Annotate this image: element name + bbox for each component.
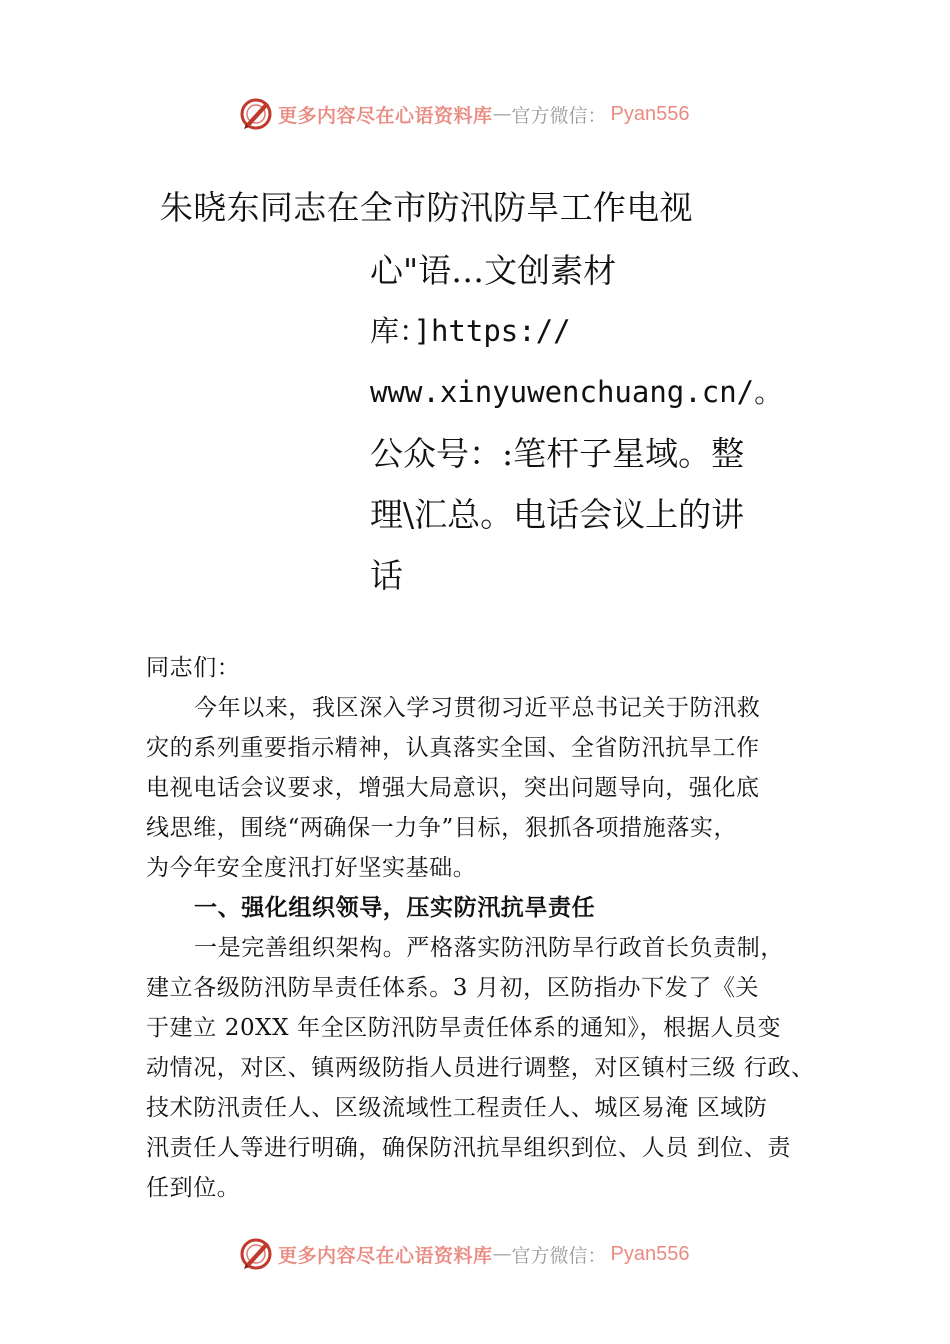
- document-title-line-3: 库：]https://: [370, 314, 571, 348]
- banner-main-text: 更多内容尽在心语资料库: [278, 1244, 493, 1267]
- paragraph-line: 汛责任人等进行明确，确保防汛抗旱组织到位、人员 到位、责: [146, 1135, 792, 1161]
- banner-separator: —: [492, 103, 512, 125]
- salutation: 同志们：: [146, 655, 241, 681]
- banner-wechat-label: 官方微信：: [511, 1244, 607, 1267]
- document-title-line-7: 话: [370, 556, 403, 595]
- footer-banner: [238, 1236, 738, 1272]
- document-title-block: [370, 240, 810, 606]
- banner-separator: —: [492, 1243, 512, 1265]
- paragraph-line: 电视电话会议要求，增强大局意识，突出问题导向，强化底: [146, 775, 760, 801]
- paragraph-line: 任到位。: [146, 1175, 241, 1201]
- paragraph-line: 今年以来，我区深入学习贯彻习近平总书记关于防汛救: [194, 695, 761, 721]
- banner-wechat-id: Pyan556: [610, 1242, 690, 1265]
- document-title-line-4: www.xinyuwenchuang.cn/。: [370, 375, 784, 409]
- paragraph-line: 技术防汛责任人、区级流域性工程责任人、城区易淹 区域防: [146, 1095, 768, 1121]
- header-banner: [238, 96, 738, 132]
- document-title-line-2: 心"语…文创素材: [370, 251, 617, 290]
- banner-wechat-id: Pyan556: [610, 102, 690, 125]
- paragraph-line: 为今年安全度汛打好坚实基础。: [146, 855, 477, 881]
- paragraph-line: 于建立 20XX 年全区防汛防旱责任体系的通知》，根据人员变: [146, 1015, 782, 1041]
- section-heading: 一、强化组织领导，压实防汛抗旱责任: [194, 895, 596, 921]
- paragraph-line: 建立各级防汛防旱责任体系。3 月初，区防指办下发了《关: [146, 975, 760, 1001]
- pen-circle-logo-icon: [238, 1236, 274, 1272]
- paragraph-line: 线思维，围绕“两确保一力争”目标，狠抓各项措施落实，: [146, 815, 738, 841]
- paragraph-line: 一是完善组织架构。严格落实防汛防旱行政首长负责制，: [194, 935, 784, 961]
- pen-circle-logo-icon: [238, 96, 274, 132]
- document-title-line-1: 朱晓东同志在全市防汛防旱工作电视: [160, 188, 693, 227]
- paragraph-line: 灾的系列重要指示精神，认真落实全国、全省防汛抗旱工作: [146, 735, 760, 761]
- paragraph-line: 动情况，对区、镇两级防指人员进行调整，对区镇村三级 行政、: [146, 1055, 815, 1081]
- banner-wechat-label: 官方微信：: [511, 104, 607, 127]
- document-title-line-5: 公众号：:笔杆子星域。整: [370, 434, 745, 473]
- document-body: [146, 648, 846, 1208]
- banner-main-text: 更多内容尽在心语资料库: [278, 104, 493, 127]
- document-title-line-6: 理\汇总。电话会议上的讲: [370, 495, 745, 534]
